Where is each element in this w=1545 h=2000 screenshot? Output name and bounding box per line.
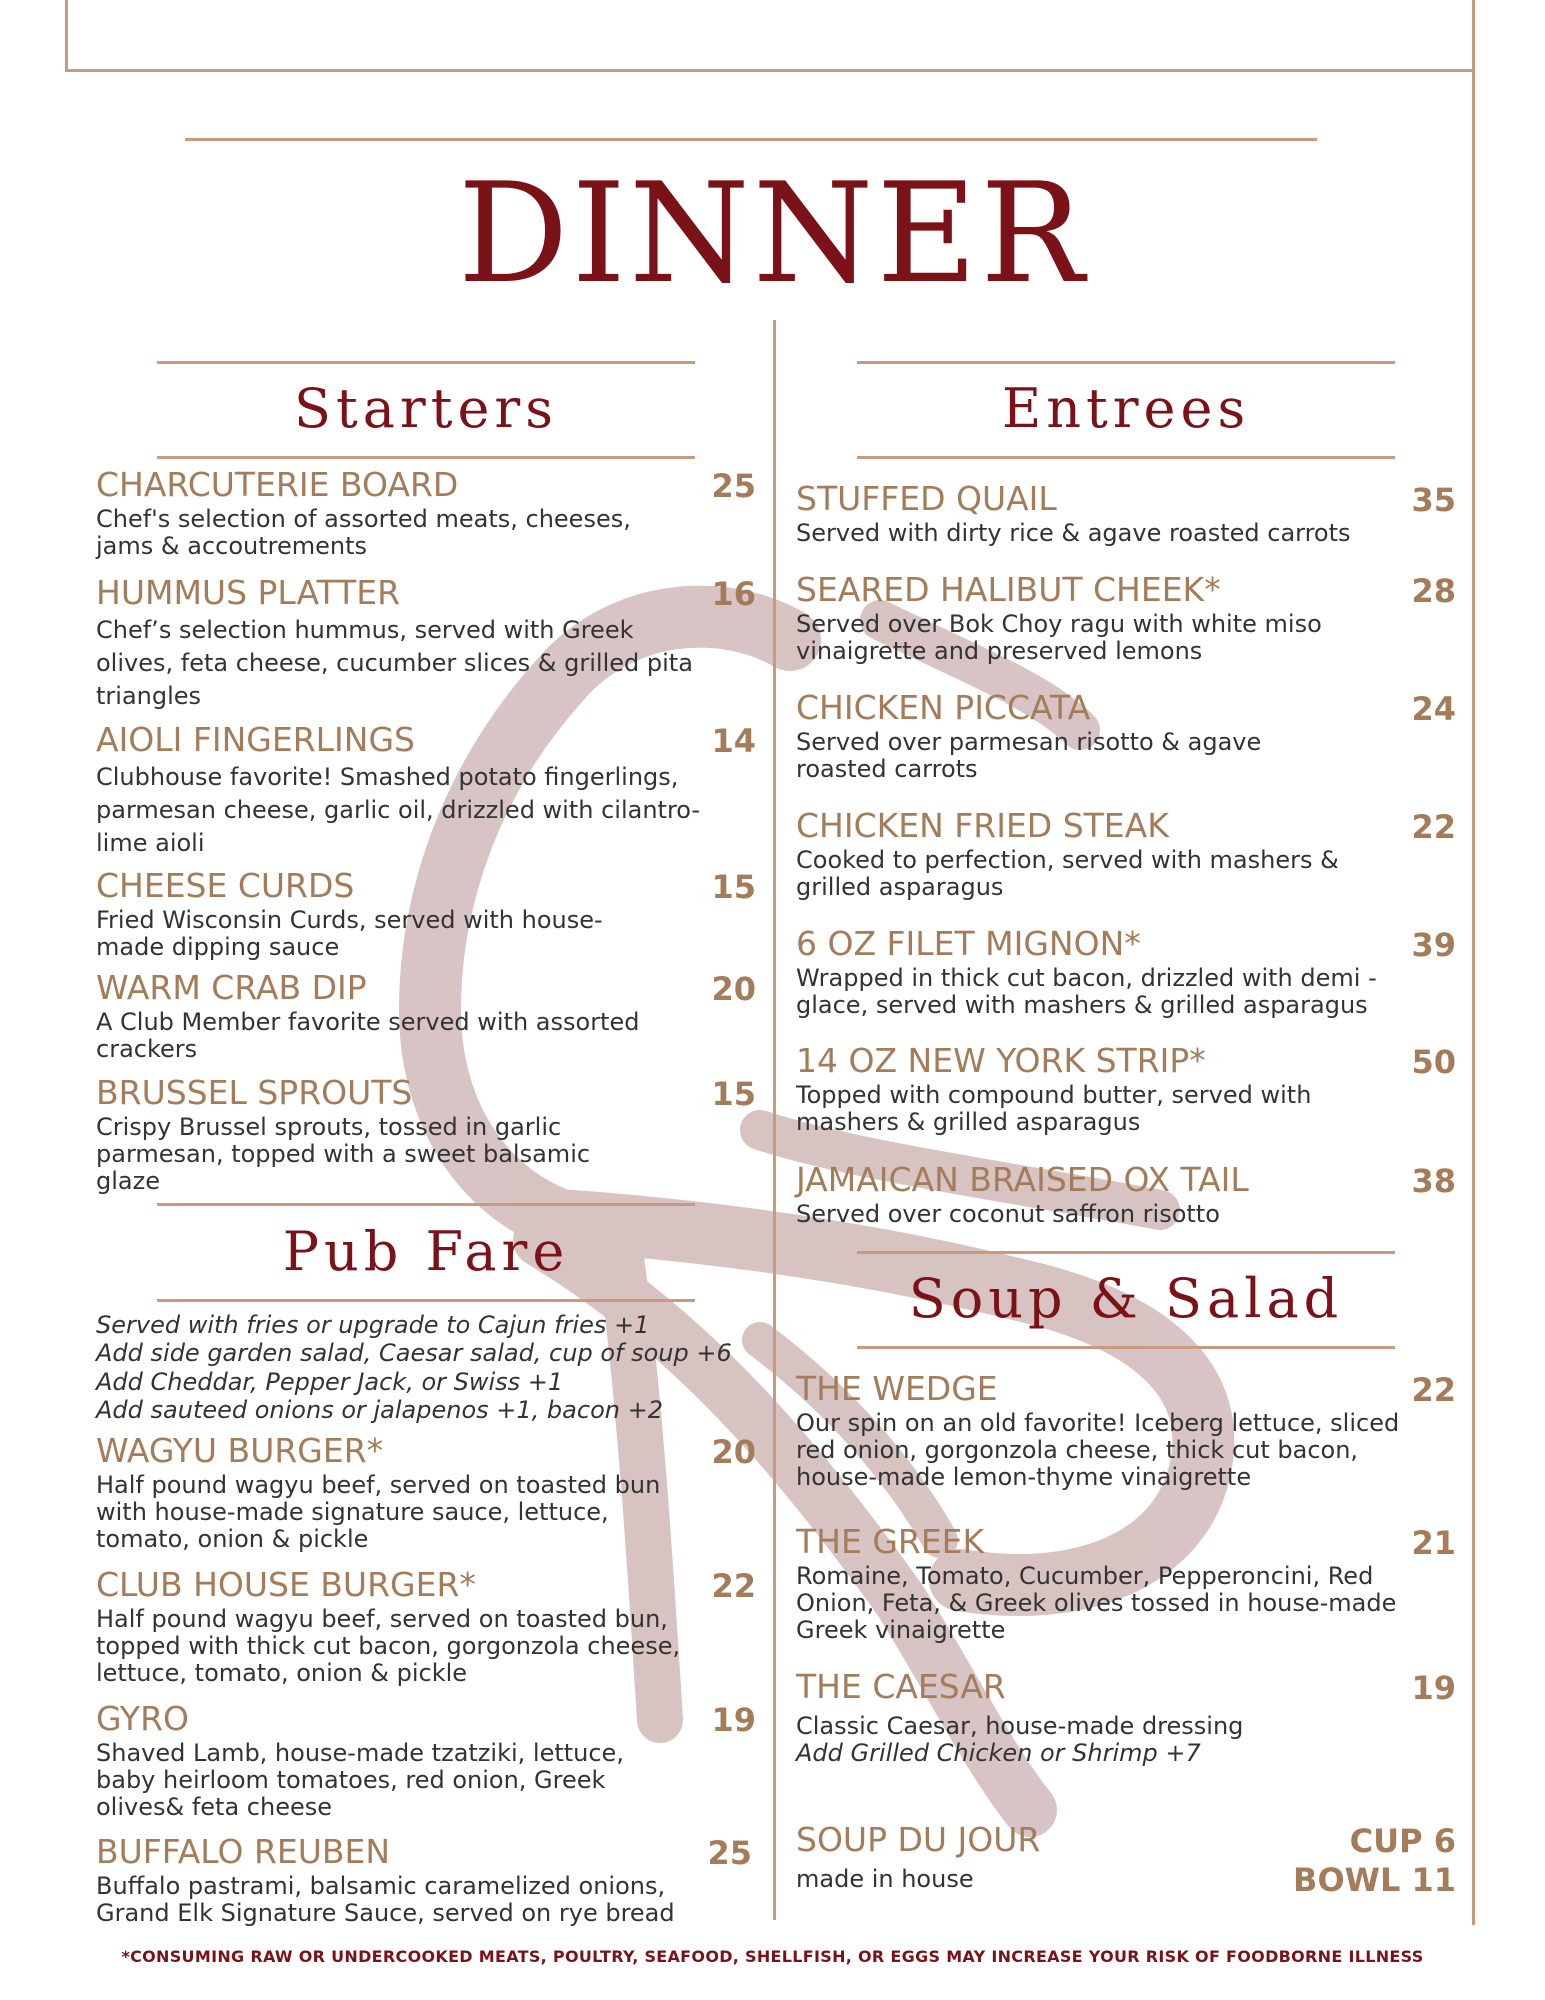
item-name: HUMMUS PLATTER — [96, 573, 401, 612]
item-description: Chef's selection of assorted meats, cheeses, jams & accoutrements — [96, 505, 631, 561]
menu-item-gyro — [96, 1701, 756, 1821]
item-name: WARM CRAB DIP — [96, 968, 367, 1007]
item-price: 14 — [711, 722, 756, 760]
menu-item-buffalo-reuben — [96, 1834, 752, 1927]
item-price: 35 — [1411, 481, 1456, 519]
item-description: Shaved Lamb, house-made tzatziki, lettuce, baby heirloom tomatoes, red onion, Greek olives& feta cheese — [96, 1739, 624, 1822]
menu-item-wagyu-burger — [96, 1433, 756, 1553]
menu-item-filet-mignon — [796, 926, 1456, 1019]
page-title: DINNER — [457, 153, 1088, 314]
item-price: 28 — [1411, 572, 1456, 610]
item-description: Served with dirty rice & agave roasted carrots — [796, 519, 1351, 548]
menu-item-hummus-platter — [96, 575, 756, 712]
menu-item-new-york-strip — [796, 1043, 1456, 1136]
starters-title: Starters — [294, 377, 558, 440]
item-description: Crispy Brussel sprouts, tossed in garlic parmesan, topped with a sweet balsamic glaze — [96, 1113, 591, 1196]
pub-note: Add sauteed onions or jalapenos +1, bacon +2 — [96, 1395, 663, 1424]
item-name: GYRO — [96, 1699, 189, 1738]
item-price: 25 — [711, 467, 756, 505]
item-name: STUFFED QUAIL — [796, 479, 1057, 518]
item-name: AIOLI FINGERLINGS — [96, 720, 415, 759]
item-price: 25 — [707, 1834, 752, 1872]
item-price: 39 — [1411, 926, 1456, 964]
item-price: 50 — [1411, 1043, 1456, 1081]
menu-item-club-house-burger — [96, 1567, 756, 1687]
entrees-bottom-rule — [857, 456, 1395, 459]
item-name: CHARCUTERIE BOARD — [96, 465, 459, 504]
item-description: Topped with compound butter, served with mashers & grilled asparagus — [796, 1081, 1312, 1137]
item-price: 22 — [711, 1567, 756, 1605]
item-description: made in house — [796, 1865, 974, 1894]
column-divider — [773, 320, 776, 1920]
item-description: Romaine, Tomato, Cucumber, Pepperoncini, Red Onion, Feta, & Greek olives tossed in house-made Greek vinaigrette — [796, 1562, 1397, 1645]
item-description: Buffalo pastrami, balsamic caramelized onions, Grand Elk Signature Sauce, served on rye bread — [96, 1872, 675, 1928]
item-name: 6 OZ FILET MIGNON* — [796, 924, 1141, 963]
item-price: 15 — [711, 1075, 756, 1113]
menu-item-chicken-piccata — [796, 690, 1456, 783]
pub-fare-title: Pub Fare — [282, 1220, 570, 1283]
item-price: 19 — [711, 1701, 756, 1739]
menu-item-brussel-sprouts — [96, 1075, 756, 1195]
item-name: SEARED HALIBUT CHEEK* — [796, 570, 1221, 609]
soup-prices — [1293, 1822, 1456, 1900]
menu-item-the-caesar — [796, 1669, 1456, 1767]
item-price: 22 — [1411, 1371, 1456, 1409]
item-description: Cooked to perfection, served with mashers & grilled asparagus — [796, 846, 1339, 902]
menu-item-the-wedge — [796, 1371, 1456, 1491]
item-price: 15 — [711, 868, 756, 906]
item-price: 22 — [1411, 808, 1456, 846]
item-price: 20 — [711, 1433, 756, 1471]
pub-note: Served with fries or upgrade to Cajun fries +1 — [96, 1311, 650, 1339]
item-price: 19 — [1411, 1669, 1456, 1707]
title-top-rule — [185, 138, 1317, 141]
entrees-title: Entrees — [1001, 377, 1251, 440]
item-price: 16 — [711, 575, 756, 613]
item-name: THE GREEK — [796, 1522, 985, 1561]
item-name: SOUP DU JOUR — [796, 1820, 1041, 1859]
pub-fare-notes — [96, 1311, 756, 1424]
item-description: A Club Member favorite served with assorted crackers — [96, 1008, 640, 1064]
item-description: Classic Caesar, house-made dressing — [796, 1712, 1244, 1741]
menu-item-soup-du-jour — [796, 1820, 1456, 1900]
item-description: Half pound wagyu beef, served on toasted bun with house-made signature sauce, lettuce, tomato, onion & pickle — [96, 1471, 661, 1554]
bowl-price: BOWL 11 — [1293, 1861, 1456, 1900]
item-price: 20 — [711, 970, 756, 1008]
pub-note: Add side garden salad, Caesar salad, cup of soup +6 — [96, 1339, 732, 1368]
pub-note: Add Cheddar, Pepper Jack, or Swiss +1 — [96, 1367, 564, 1396]
soup-salad-bottom-rule — [857, 1346, 1395, 1349]
menu-item-jamaican-braised-ox-tail — [796, 1162, 1456, 1228]
item-description: Half pound wagyu beef, served on toasted bun, topped with thick cut bacon, gorgonzola cheese, lettuce, tomato, onion & pickle — [96, 1605, 681, 1688]
item-name: THE WEDGE — [796, 1369, 998, 1408]
menu-item-charcuterie-board — [96, 467, 756, 560]
pub-fare-bottom-rule — [157, 1299, 695, 1302]
menu-item-seared-halibut-cheek — [796, 572, 1456, 665]
item-name: CHEESE CURDS — [96, 866, 355, 905]
starters-bottom-rule — [157, 456, 695, 459]
menu-item-warm-crab-dip — [96, 970, 756, 1063]
item-description: Served over Bok Choy ragu with white miso vinaigrette and preserved lemons — [796, 610, 1322, 666]
item-price: 38 — [1411, 1162, 1456, 1200]
soup-salad-top-rule — [857, 1251, 1395, 1254]
item-name: THE CAESAR — [796, 1667, 1006, 1706]
item-name: CLUB HOUSE BURGER* — [96, 1565, 476, 1604]
item-description: Served over parmesan risotto & agave roasted carrots — [796, 728, 1262, 784]
item-description: Served over coconut saffron risotto — [796, 1200, 1220, 1229]
menu-item-stuffed-quail — [796, 481, 1456, 547]
item-description: Our spin on an old favorite! Iceberg lettuce, sliced red onion, gorgonzola cheese, thick cut bacon, house-made lemon-thyme vinaigrette — [796, 1409, 1400, 1492]
starters-top-rule — [157, 361, 695, 364]
item-name: JAMAICAN BRAISED OX TAIL — [796, 1160, 1249, 1199]
item-price: 21 — [1411, 1524, 1456, 1562]
item-description: Chef’s selection hummus, served with Greek olives, feta cheese, cucumber slices & grilled pita triangles — [96, 616, 693, 710]
item-name: 14 OZ NEW YORK STRIP* — [796, 1041, 1206, 1080]
menu-item-chicken-fried-steak — [796, 808, 1456, 901]
menu-item-aioli-fingerlings — [96, 722, 756, 859]
soup-salad-title: Soup & Salad — [908, 1267, 1344, 1330]
item-name: WAGYU BURGER* — [96, 1431, 384, 1470]
item-name: BUFFALO REUBEN — [96, 1832, 391, 1871]
pub-fare-top-rule — [157, 1203, 695, 1206]
menu-item-the-greek — [796, 1524, 1456, 1644]
item-name: CHICKEN PICCATA — [796, 688, 1091, 727]
item-name: CHICKEN FRIED STEAK — [796, 806, 1169, 845]
item-name: BRUSSEL SPROUTS — [96, 1073, 413, 1112]
item-description: Clubhouse favorite! Smashed potato fingerlings, parmesan cheese, garlic oil, drizzled with cilantro-lime aioli — [96, 763, 701, 857]
cup-price: CUP 6 — [1349, 1822, 1456, 1860]
menu-item-cheese-curds — [96, 868, 756, 961]
item-description: Fried Wisconsin Curds, served with house-made dipping sauce — [96, 906, 603, 962]
item-description: Wrapped in thick cut bacon, drizzled with demi -glace, served with mashers & grilled asparagus — [796, 964, 1377, 1020]
foodborne-illness-disclaimer: *CONSUMING RAW OR UNDERCOOKED MEATS, POULTRY, SEAFOOD, SHELLFISH, OR EGGS MAY INCREASE YOUR RISK OF FOODBORNE ILLNESS — [121, 1947, 1424, 1966]
item-addon: Add Grilled Chicken or Shrimp +7 — [796, 1739, 1201, 1768]
item-price: 24 — [1411, 690, 1456, 728]
entrees-top-rule — [857, 361, 1395, 364]
